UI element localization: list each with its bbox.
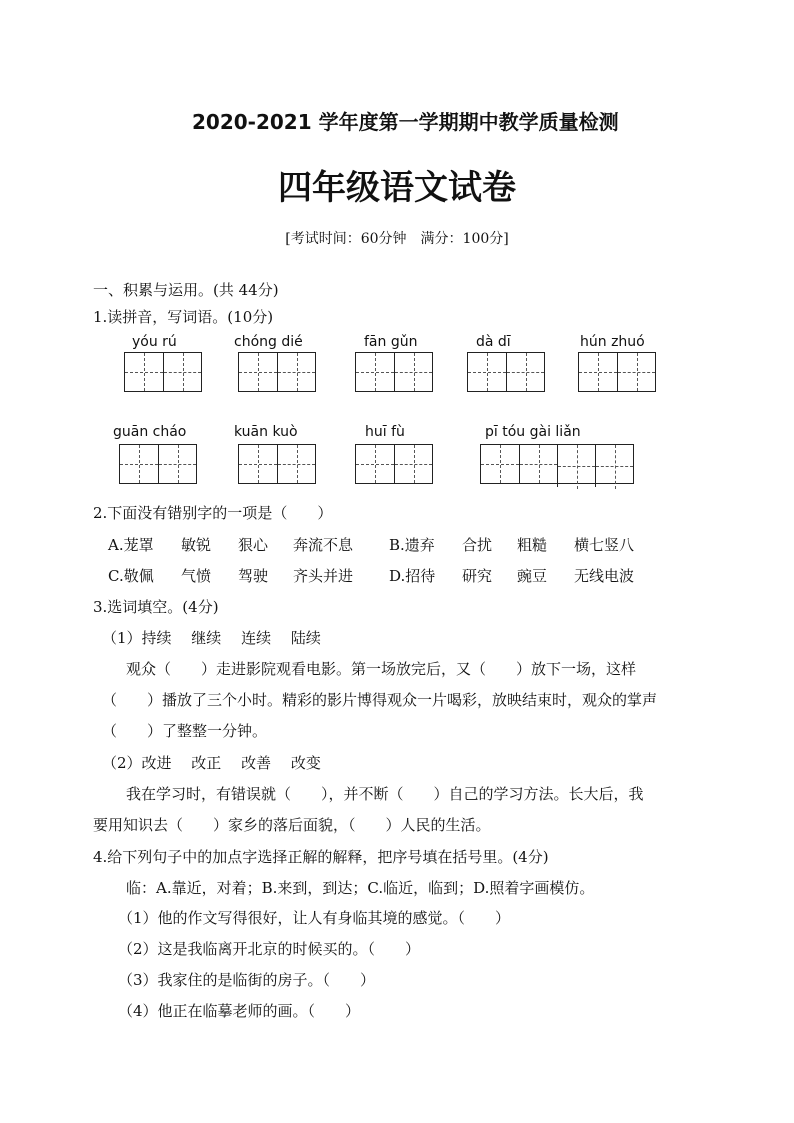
- option-word: 研究: [462, 567, 493, 585]
- q4-title: 4.给下列句子中的加点字选择正解的解释，把序号填在括号里。(4分): [93, 848, 549, 866]
- option-word: B.遗弃: [389, 536, 435, 554]
- q3-part1-words: （1）持续 继续 连续 陆续: [102, 629, 321, 647]
- option-word: D.招待: [389, 567, 436, 585]
- q4-definition: 临：A.靠近，对着；B.来到，到达；C.临近，临到；D.照着字画模仿。: [126, 879, 595, 897]
- q1-title: 1.读拼音，写词语。(10分): [93, 308, 274, 326]
- page-title: 四年级语文试卷: [278, 168, 516, 208]
- q4-item: （1）他的作文写得很好，让人有身临其境的感觉。（ ）: [118, 909, 511, 927]
- option-word: C.敬佩: [108, 567, 154, 585]
- q3-title: 3.选词填空。(4分): [93, 598, 219, 616]
- exam-header: 2020-2021 学年度第一学期期中教学质量检测: [192, 110, 619, 134]
- option-word: 奔流不息: [293, 536, 354, 554]
- pinyin-label: guān cháo: [113, 424, 187, 440]
- writing-grid[interactable]: [124, 352, 202, 392]
- q4-item: （2）这是我临离开北京的时候买的。（ ）: [118, 940, 421, 958]
- option-word: 敏锐: [181, 536, 212, 554]
- pinyin-label: yóu rú: [132, 334, 177, 350]
- q3-part1-text: （ ）播放了三个小时。精彩的影片博得观众一片喝彩，放映结束时，观众的掌声: [102, 691, 658, 709]
- q3-part2-words: （2）改进 改正 改善 改变: [102, 754, 321, 772]
- writing-grid[interactable]: [480, 444, 634, 484]
- writing-grid[interactable]: [355, 444, 433, 484]
- q3-part2-text: 要用知识去（ ）家乡的落后面貌，（ ）人民的生活。: [93, 816, 491, 834]
- option-word: 豌豆: [517, 567, 548, 585]
- option-word: 齐头并进: [293, 567, 354, 585]
- writing-grid[interactable]: [238, 444, 316, 484]
- writing-grid[interactable]: [119, 444, 197, 484]
- q4-item: （3）我家住的是临街的房子。（ ）: [118, 971, 376, 989]
- writing-grid[interactable]: [355, 352, 433, 392]
- option-word: 粗糙: [517, 536, 548, 554]
- pinyin-label: chóng dié: [234, 334, 303, 350]
- writing-grid[interactable]: [578, 352, 656, 392]
- option-word: 狠心: [238, 536, 269, 554]
- writing-grid[interactable]: [467, 352, 545, 392]
- pinyin-label: hún zhuó: [580, 334, 645, 350]
- writing-grid[interactable]: [238, 352, 316, 392]
- option-word: A.茏罩: [108, 536, 154, 554]
- q3-part2-text: 我在学习时，有错误就（ ），并不断（ ）自己的学习方法。长大后，我: [126, 785, 644, 803]
- option-word: 无线电波: [574, 567, 635, 585]
- q4-item: （4）他正在临摹老师的画。（ ）: [118, 1002, 361, 1020]
- option-word: 横七竖八: [574, 536, 635, 554]
- pinyin-label: pī tóu gài liǎn: [485, 424, 581, 440]
- pinyin-label: huī fù: [365, 424, 405, 440]
- option-word: 合扰: [462, 536, 493, 554]
- option-word: 气愤: [181, 567, 212, 585]
- q3-part1-text: （ ）了整整一分钟。: [102, 722, 268, 740]
- pinyin-label: fān gǔn: [364, 334, 418, 350]
- option-word: 驾驶: [238, 567, 269, 585]
- exam-info: [考试时间：60分钟 满分：100分]: [285, 231, 509, 247]
- section-1-heading: 一、积累与运用。(共 44分): [93, 281, 279, 299]
- pinyin-label: kuān kuò: [234, 424, 298, 440]
- q3-part1-text: 观众（ ）走进影院观看电影。第一场放完后，又（ ）放下一场，这样: [126, 660, 637, 678]
- q2-title: 2.下面没有错别字的一项是（ ）: [93, 504, 333, 522]
- pinyin-label: dà dī: [476, 334, 511, 350]
